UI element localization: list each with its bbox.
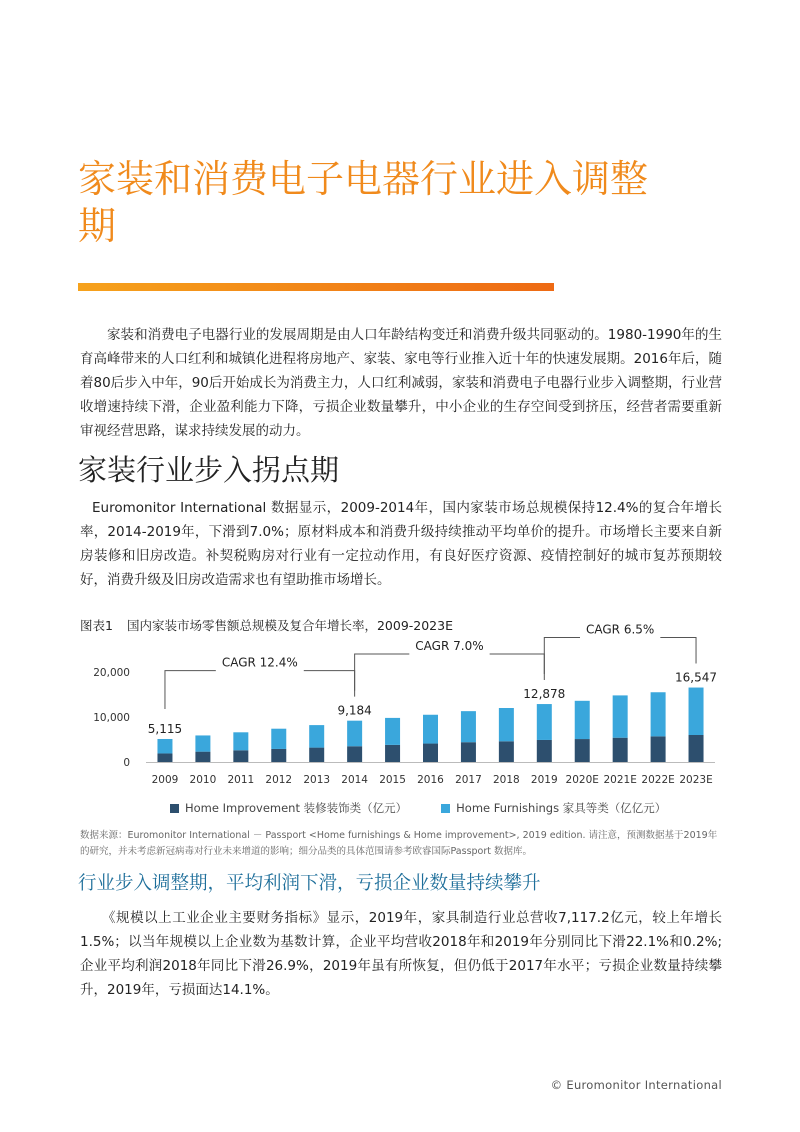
x-tick-label: 2013: [303, 774, 331, 786]
bar-segment-home-improvement: [385, 745, 400, 762]
bar-segment-home-furnishings: [385, 718, 400, 745]
intro-paragraph: 家装和消费电子电器行业的发展周期是由人口年龄结构变迁和消费升级共同驱动的。1980-1990年的生育高峰带来的人口红利和城镇化进程将房地产、家装、家电等行业推入近十年的快速发展期。2016年后，随着80后步入中年，90后开始成长为消费主力，人口红利减弱，家装和消费电子电器行业步入调整期，行业营收增速持续下滑，企业盈利能力下降，亏损企业数量攀升，中小企业的生存空间受到挤压，经营者需要重新审视经营思路，谋求持续发展的动力。: [80, 327, 722, 439]
bar-segment-home-improvement: [651, 736, 666, 762]
bar-segment-home-improvement: [195, 752, 210, 762]
bar-segment-home-improvement: [347, 746, 362, 762]
figure-title: 国内家装市场零售额总规模及复合年增长率，2009-2023E: [126, 618, 453, 633]
legend-item-home-furnishings: [441, 800, 666, 816]
bar-segment-home-improvement: [613, 738, 628, 762]
cagr-bracket: [544, 638, 696, 675]
figure-label: 图表1: [80, 618, 113, 633]
page-title: 家装和消费电子电器行业进入调整期: [78, 157, 649, 248]
bar-segment-home-furnishings: [271, 729, 286, 749]
data-label: 16,547: [675, 670, 718, 685]
chart-legend: [170, 800, 700, 816]
x-tick-label: 2017: [455, 774, 482, 786]
x-tick-label: 2015: [379, 774, 406, 786]
bar-segment-home-improvement: [309, 748, 324, 762]
cagr-label: CAGR 12.4%: [221, 655, 298, 670]
bar-segment-home-furnishings: [613, 695, 628, 737]
x-tick-label: 2021E: [603, 774, 637, 786]
legend-swatch-home-improvement: [170, 804, 179, 813]
section-heading-adjustment: 行业步入调整期，平均利润下滑，亏损企业数量持续攀升: [78, 873, 541, 894]
cagr-bracket: [355, 654, 545, 691]
cagr-label: CAGR 6.5%: [586, 622, 655, 637]
y-tick-label: 20,000: [93, 667, 130, 679]
bar-segment-home-improvement: [575, 739, 590, 762]
bar-segment-home-improvement: [233, 750, 248, 762]
x-tick-label: 2022E: [641, 774, 675, 786]
bar-segment-home-furnishings: [651, 692, 666, 736]
bar-segment-home-furnishings: [499, 708, 514, 741]
section-heading-home-improvement: 家装行业步入拐点期: [78, 453, 340, 487]
bar-segment-home-furnishings: [461, 711, 476, 742]
bar-segment-home-furnishings: [423, 715, 438, 744]
y-tick-label: 0: [123, 757, 130, 769]
bar-segment-home-improvement: [157, 753, 172, 762]
bar-segment-home-furnishings: [575, 701, 590, 739]
bar-segment-home-furnishings: [537, 704, 552, 740]
x-tick-label: 2012: [265, 774, 293, 786]
x-tick-label: 2018: [492, 774, 520, 786]
x-tick-label: 2014: [341, 774, 369, 786]
data-label: 9,184: [337, 703, 372, 718]
x-tick-label: 2009: [151, 774, 179, 786]
bar-segment-home-improvement: [423, 744, 438, 762]
bar-segment-home-furnishings: [233, 732, 248, 750]
bar-segment-home-improvement: [537, 740, 552, 762]
x-tick-label: 2011: [227, 774, 255, 786]
x-tick-label: 2019: [530, 774, 558, 786]
legend-label-home-improvement: Home Improvement 装修装饰类（亿元）: [185, 801, 408, 815]
bar-segment-home-furnishings: [689, 688, 704, 735]
bar-segment-home-improvement: [689, 735, 704, 762]
cagr-label: CAGR 7.0%: [415, 639, 484, 654]
cagr-bracket: [165, 671, 355, 709]
x-tick-label: 2023E: [679, 774, 713, 786]
x-tick-label: 2016: [417, 774, 444, 786]
legend-swatch-home-furnishings: [441, 804, 450, 813]
title-underline: [78, 283, 554, 291]
data-label: 5,115: [147, 721, 183, 736]
legend-item-home-improvement: [170, 800, 407, 816]
bar-segment-home-improvement: [499, 741, 514, 762]
y-tick-label: 10,000: [93, 712, 130, 724]
bar-segment-home-improvement: [461, 742, 476, 762]
section-paragraph-home-improvement: Euromonitor International 数据显示，2009-2014年，国内家装市场总规模保持12.4%的复合年增长率，2014-2019年，下滑到7.0%；原材料成本和消费升级持续推动平均单价的提升。市场增长主要来自新房装修和旧房改造。补契税购房对行业有一定拉动作用，有良好医疗资源、疫情控制好的城市复苏预期较好，消费升级及旧房改造需求也有望助推市场增长。: [80, 500, 722, 588]
bar-segment-home-improvement: [271, 749, 286, 762]
bar-segment-home-furnishings: [347, 721, 362, 747]
footer-copyright: © Euromonitor International: [550, 1078, 722, 1092]
data-label: 12,878: [523, 687, 566, 702]
legend-label-home-furnishings: Home Furnishings 家具等类（亿亿元）: [456, 801, 667, 815]
section-paragraph-adjustment: 《规模以上工业企业主要财务指标》显示，2019年，家具制造行业总营收7,117.2亿元，较上年增长1.5%；以当年规模以上企业数为基数计算，企业平均营收2018年和2019年分别同比下滑22.1%和0.2%; 企业平均利润2018年同比下滑26.9%，2019年虽有所恢复，但仍低于2017年水平；亏损企业数量持续攀升，2019年，亏损面达14.1%。: [80, 910, 722, 998]
figure-caption: [80, 616, 453, 634]
figure-source-note: 数据来源：Euromonitor International － Passport <Home furnishings & Home improvement>, 2019 edition. 请注意，预测数据基于2019年的研究，并未考虑新冠病毒对行业未来增道的影响；细分品类的具体范围请参考欧睿国际Passport 数据库。: [80, 830, 718, 857]
bar-segment-home-furnishings: [195, 735, 210, 751]
x-tick-label: 2020E: [565, 774, 599, 786]
bar-segment-home-furnishings: [157, 739, 172, 753]
x-tick-label: 2010: [189, 774, 217, 786]
bar-segment-home-furnishings: [309, 725, 324, 748]
